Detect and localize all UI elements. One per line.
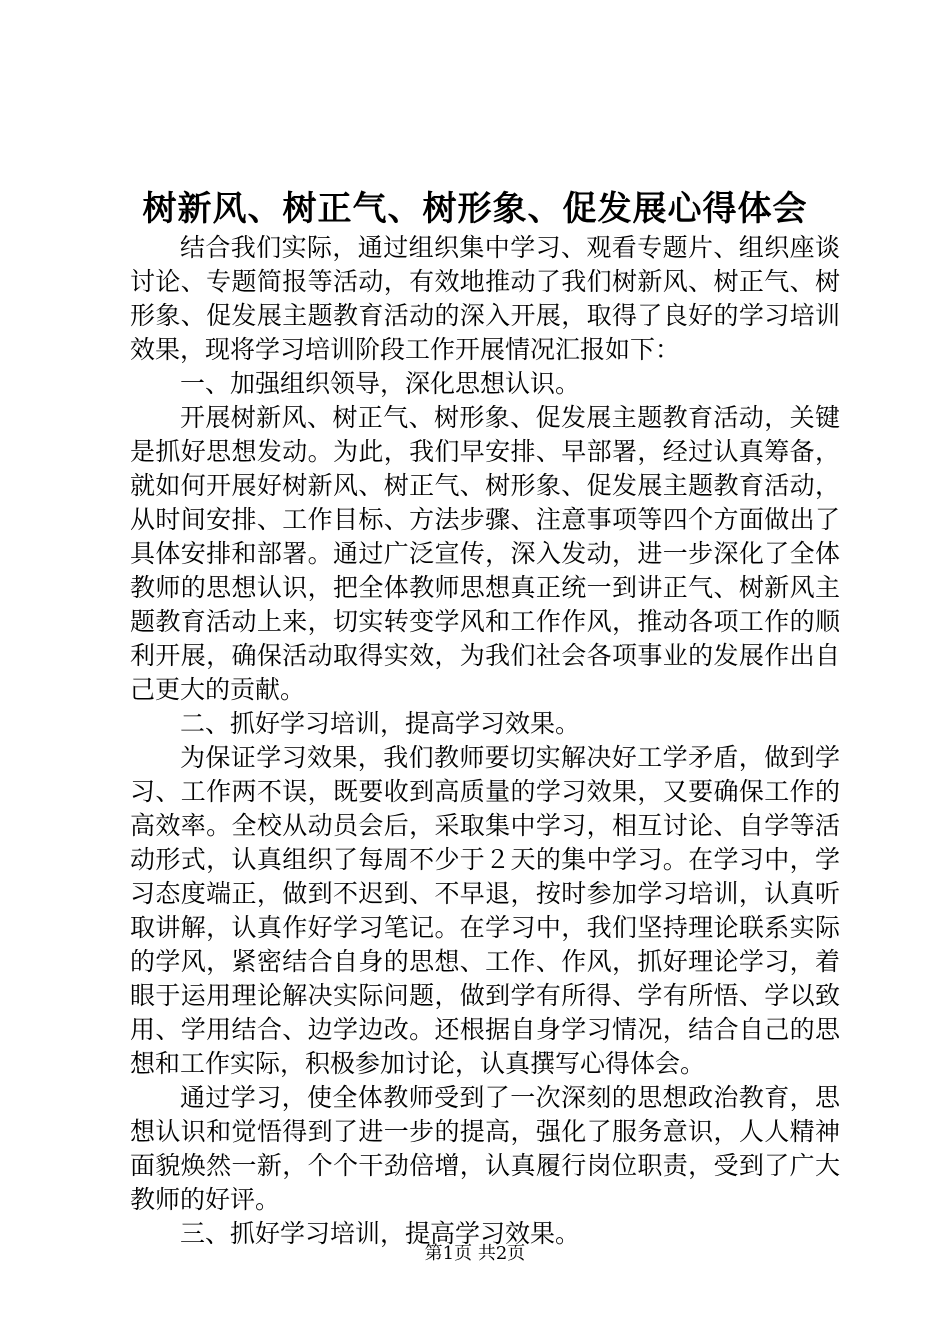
section-heading-1: 一、加强组织领导，深化思想认识。 [180, 369, 581, 398]
paragraph-section-2: 为保证学习效果，我们教师要切实解决好工学矛盾，做到学习、工作两不误，既要收到高质量的学习效果，又要确保工作的高效率。全校从动员会后，采取集中学习，相互讨论、自学等活动形式，认真组织了每周不少于２天的集中学习。在学习中，学习态度端正，做到不迟到、不早退，按时参加学习培训，认真听取讲解，认真作好学习笔记。在学习中，我们坚持理论联系实际的学风，紧密结合自身的思想、工作、作风，抓好理论学习，着眼于运用理论解决实际问题，做到学有所得、学有所悟、学以致用、学用结合、边学边改。还根据自身学习情况，结合自己的思想和工作实际，积极参加讨论，认真撰写心得体会。 [130, 743, 840, 1078]
section-heading-3: 三、抓好学习培训，提高学习效果。 [180, 1219, 581, 1248]
section-heading-2: 二、抓好学习培训，提高学习效果。 [180, 709, 581, 738]
paragraph-section-1: 开展树新风、树正气、树形象、促发展主题教育活动，关键是抓好思想发动。为此，我们早安排、早部署，经过认真筹备，就如何开展好树新风、树正气、树形象、促发展主题教育活动，从时间安排、工作目标、方法步骤、注意事项等四个方面做出了具体安排和部署。通过广泛宣传，深入发动，进一步深化了全体教师的思想认识，把全体教师思想真正统一到讲正气、树新风主题教育活动上来，切实转变学风和工作作风，推动各项工作的顺利开展，确保活动取得实效，为我们社会各项事业的发展作出自己更大的贡献。 [130, 403, 840, 704]
document-title: 树新风、树正气、树形象、促发展心得体会 [142, 189, 808, 229]
paragraph-section-2-result: 通过学习，使全体教师受到了一次深刻的思想政治教育，思想认识和觉悟得到了进一步的提高，强化了服务意识，人人精神面貌焕然一新，个个干劲倍增，认真履行岗位职责，受到了广大教师的好评。 [130, 1083, 840, 1214]
document-body [130, 231, 840, 1251]
paragraph-intro: 结合我们实际，通过组织集中学习、观看专题片、组织座谈讨论、专题简报等活动，有效地推动了我们树新风、树正气、树形象、促发展主题教育活动的深入开展，取得了良好的学习培训效果，现将学习培训阶段工作开展情况汇报如下： [130, 233, 840, 364]
page-number-footer: 第1页 共2页 [424, 1243, 526, 1264]
